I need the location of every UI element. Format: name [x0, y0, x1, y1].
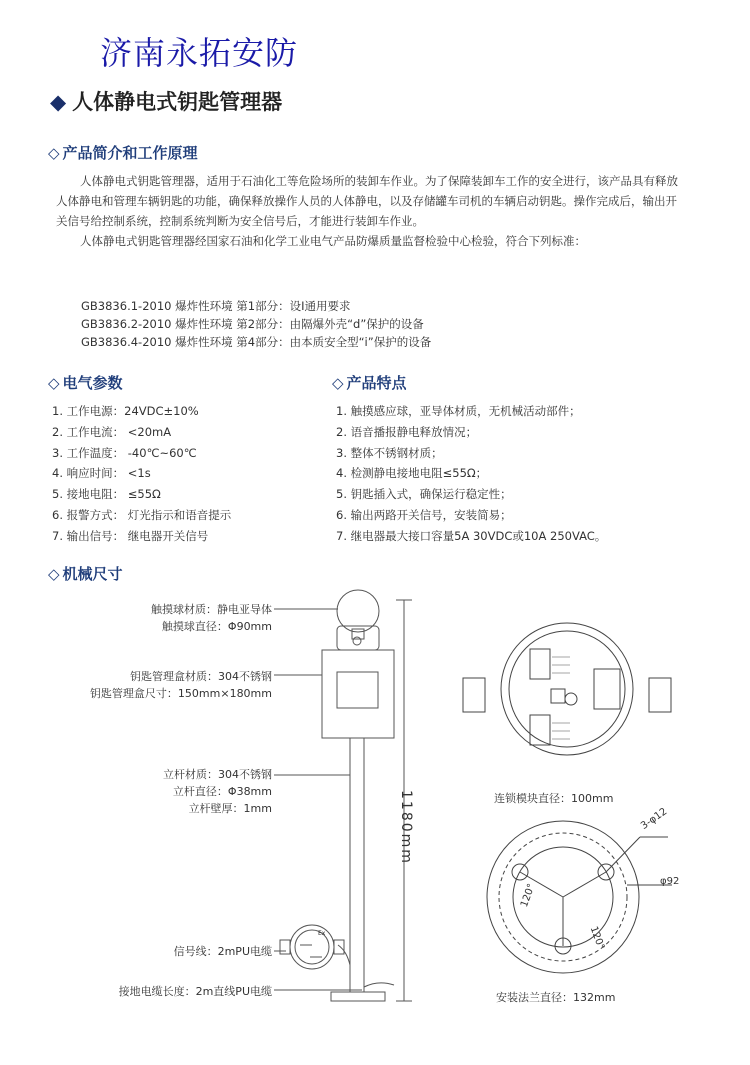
- pole-diameter-label: 立杆直径：Φ38mm: [172, 785, 272, 798]
- electrical-item: 4. 响应时间： <1s: [52, 466, 151, 481]
- key-box: [322, 650, 394, 738]
- hollow-diamond-icon: ◇: [48, 144, 60, 162]
- intro-heading-text: 产品简介和工作原理: [62, 144, 198, 162]
- hole-spec-label: 3-φ12: [639, 806, 670, 833]
- module-diameter-label: 连锁模块直径：100mm: [494, 792, 614, 805]
- electrical-item: 3. 工作温度： -40℃~60℃: [52, 445, 197, 460]
- features-list: [336, 401, 606, 547]
- flange-angle-line: [563, 872, 606, 897]
- electrical-heading-text: 电气参数: [62, 374, 123, 392]
- dimensions-heading-text: 机械尺寸: [62, 565, 123, 583]
- dimensions-heading: [48, 563, 123, 584]
- intro-heading: [48, 142, 198, 163]
- ball-mount: [337, 626, 379, 650]
- signal-junction-box: [290, 925, 334, 969]
- standards-list: [81, 297, 431, 351]
- feature-item: 2. 语音播报静电释放情况；: [336, 424, 478, 439]
- mechanical-drawing: [0, 585, 750, 1065]
- module-gland-right: [649, 678, 671, 712]
- angle-label-right: 120°: [587, 925, 607, 952]
- interlock-module-inner: [509, 631, 625, 747]
- ground-cable-label: 接地电缆长度：2m直线PU电缆: [118, 985, 272, 998]
- angle-label-left: 120°: [519, 882, 538, 909]
- pcd-label: φ92: [660, 876, 680, 887]
- features-heading-text: 产品特点: [346, 374, 407, 392]
- module-center-hole: [565, 693, 577, 705]
- standard-item: GB3836.2-2010 爆炸性环境 第2部分：由隔爆外壳“d”保护的设备: [81, 317, 424, 331]
- electrical-list: [52, 401, 231, 547]
- intro-paragraph-2: 人体静电式钥匙管理器经国家石油和化学工业电气产品防爆质量监督检验中心检验，符合下列标准：: [80, 234, 586, 248]
- box-size-label: 钥匙管理盒尺寸：150mm×180mm: [89, 687, 272, 700]
- intro-paragraph-1: 人体静电式钥匙管理器，适用于石油化工等危险场所的装卸车作业。为了保障装卸车工作的安全进行，该产品具有释放人体静电和管理车辆钥匙的功能，确保释放操作人员的人体静电，以及存储罐车司机的车辆启动钥匙。操作完成后，输出开关信号给控制系统，控制系统判断为安全信号后，才能进行装卸车作业。: [56, 174, 678, 228]
- ball-bolt: [353, 637, 361, 645]
- hollow-diamond-icon: ◇: [332, 374, 344, 392]
- module-gland-left: [463, 678, 485, 712]
- electrical-item: 5. 接地电阻： ≤55Ω: [52, 487, 161, 502]
- hollow-diamond-icon: ◇: [48, 565, 60, 583]
- electrical-heading: [48, 372, 123, 393]
- feature-item: 3. 整体不锈钢材质；: [336, 445, 443, 460]
- feature-item: 6. 输出两路开关信号，安装简易；: [336, 507, 512, 522]
- interlock-module-outer: [501, 623, 633, 755]
- feature-item: 4. 检测静电接地电阻≤55Ω；: [336, 466, 488, 481]
- ex-mark: Ex: [318, 930, 326, 937]
- product-title: [50, 86, 282, 116]
- intro-body: [56, 171, 688, 251]
- company-name: 济南永拓安防: [100, 34, 299, 72]
- key-box-window: [337, 672, 378, 708]
- product-title-text: 人体静电式钥匙管理器: [72, 90, 283, 114]
- height-label: 1180mm: [398, 790, 414, 865]
- junction-gland-right: [334, 940, 344, 954]
- signal-cable-label: 信号线：2mPU电缆: [173, 945, 272, 958]
- electrical-item: 7. 输出信号： 继电器开关信号: [52, 528, 209, 543]
- electrical-item: 6. 报警方式： 灯光指示和语音提示: [52, 507, 232, 522]
- ground-cable: [364, 983, 394, 987]
- module-chip: [551, 689, 565, 703]
- electrical-item: 2. 工作电流： <20mA: [52, 424, 172, 439]
- standard-item: GB3836.4-2010 爆炸性环境 第4部分：由本质安全型“i”保护的设备: [81, 335, 432, 349]
- features-heading: [332, 372, 407, 393]
- pole-wall-label: 立杆壁厚：1mm: [188, 802, 272, 815]
- diamond-icon: ◆: [50, 90, 67, 114]
- hollow-diamond-icon: ◇: [48, 374, 60, 392]
- pole-base: [331, 992, 385, 1001]
- hole-leader-line: [606, 837, 640, 872]
- electrical-item: 1. 工作电源：24VDC±10%: [52, 404, 199, 418]
- pole-material-label: 立杆材质：304不锈钢: [163, 768, 272, 781]
- box-material-label: 钥匙管理盒材质：304不锈钢: [130, 670, 272, 683]
- ball-diameter-label: 触摸球直径：Φ90mm: [161, 620, 272, 633]
- terminal-block: [530, 649, 550, 679]
- feature-item: 1. 触摸感应球，亚导体材质，无机械活动部件；: [336, 404, 581, 418]
- feature-item: 5. 钥匙插入式，确保运行稳定性；: [336, 487, 512, 502]
- standard-item: GB3836.1-2010 爆炸性环境 第1部分：设Ⅰ通用要求: [81, 299, 351, 313]
- terminal-block: [594, 669, 620, 709]
- ball-material-label: 触摸球材质：静电亚导体: [151, 603, 272, 616]
- feature-item: 7. 继电器最大接口容量5A 30VDC或10A 250VAC。: [336, 528, 607, 543]
- junction-gland-left: [280, 940, 290, 954]
- flange-diameter-label: 安装法兰直径：132mm: [496, 991, 616, 1004]
